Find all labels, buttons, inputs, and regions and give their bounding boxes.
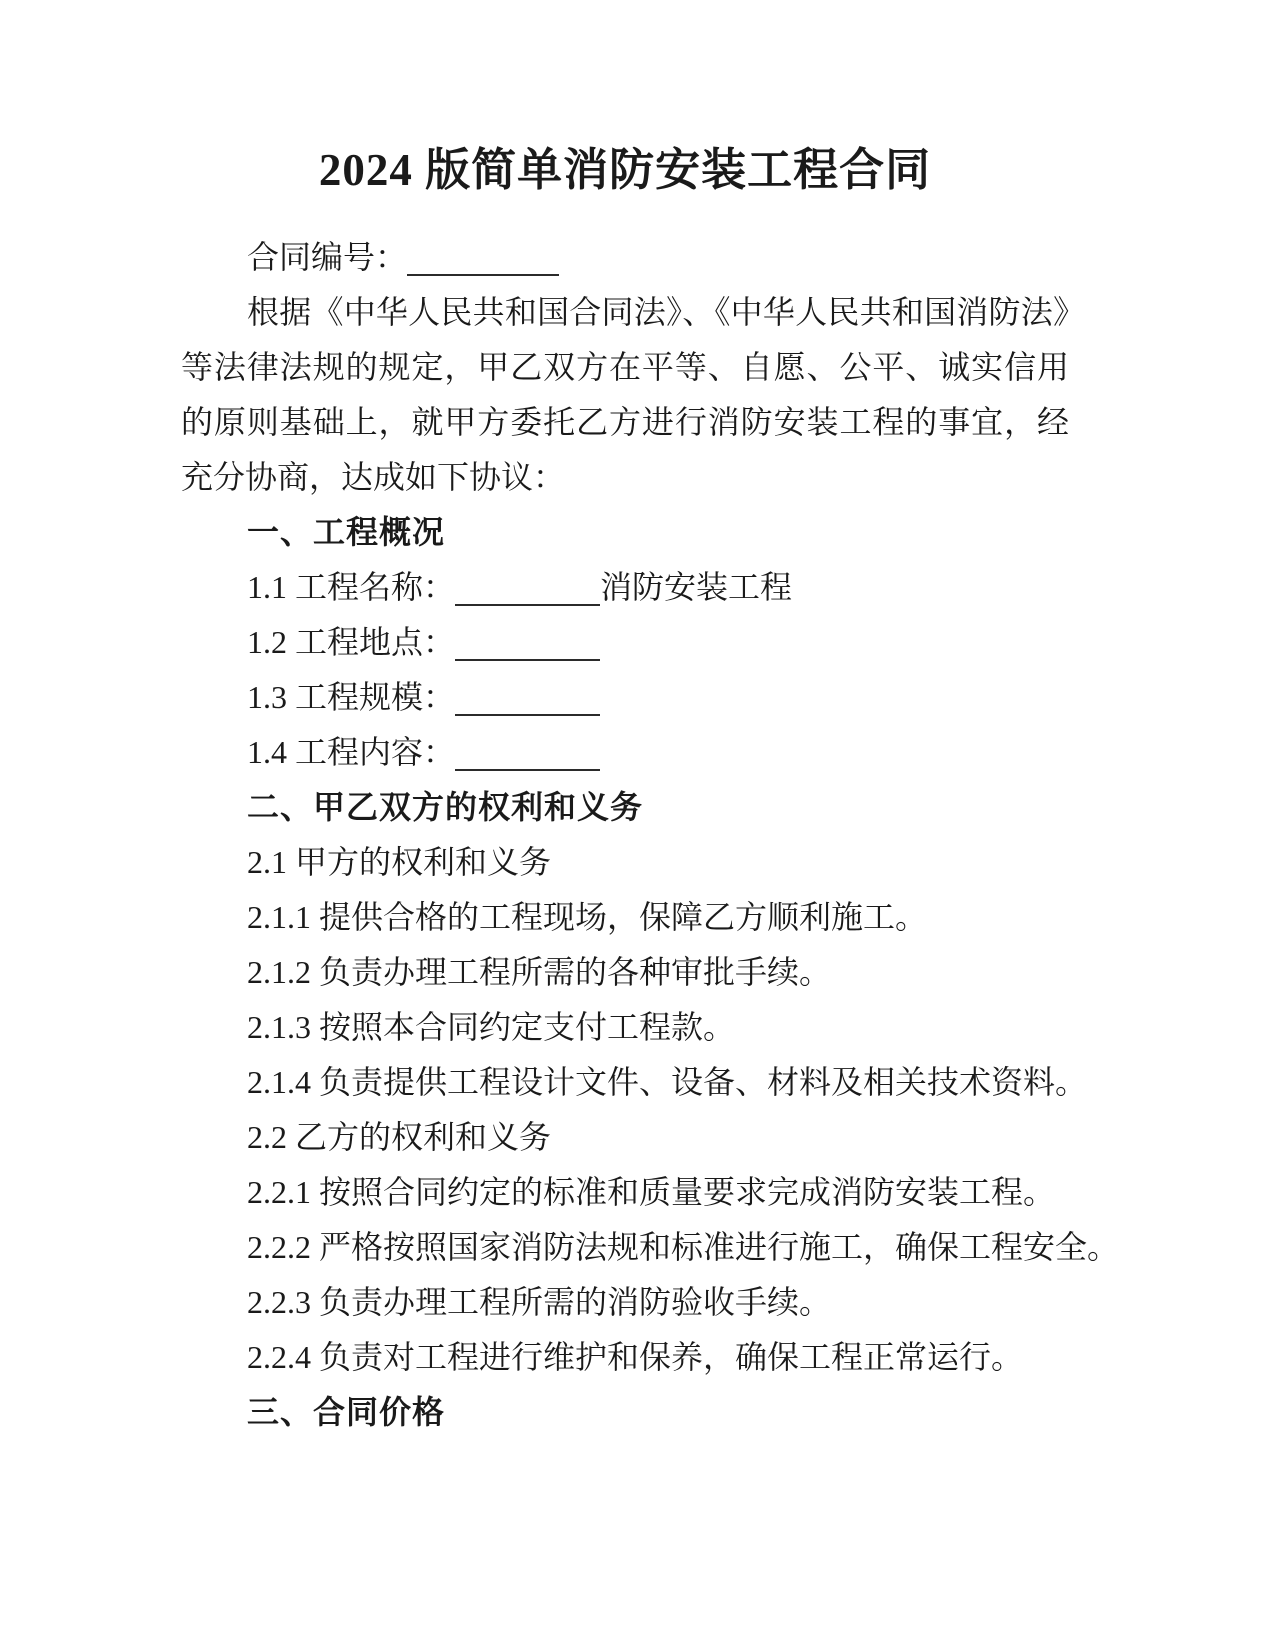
section-1-heading: 一、工程概况	[247, 514, 446, 550]
item-1-1-label: 1.1 工程名称：	[247, 569, 456, 605]
item-1-4-label: 1.4 工程内容：	[247, 734, 456, 770]
item-1-1	[181, 560, 1069, 615]
item-2-1-4: 2.1.4 负责提供工程设计文件、设备、材料及相关技术资料。	[247, 1064, 1088, 1100]
item-2-2-3: 2.2.3 负责办理工程所需的消防验收手续。	[247, 1284, 832, 1320]
item-1-3-label: 1.3 工程规模：	[247, 679, 456, 715]
item-1-3-blank-field	[455, 694, 600, 716]
contract-number-blank-field	[407, 254, 559, 276]
item-1-3	[181, 670, 1069, 725]
item-2-2-4: 2.2.4 负责对工程进行维护和保养，确保工程正常运行。	[247, 1339, 1024, 1375]
contract-number-label: 合同编号：	[247, 239, 408, 275]
item-2-2-1: 2.2.1 按照合同约定的标准和质量要求完成消防安装工程。	[247, 1174, 1056, 1210]
item-2-1-3: 2.1.3 按照本合同约定支付工程款。	[247, 1009, 736, 1045]
item-1-4-blank-field	[455, 749, 600, 771]
item-1-2	[181, 615, 1069, 670]
item-1-4	[181, 725, 1069, 780]
page-title: 2024 版简单消防安装工程合同	[318, 145, 932, 195]
item-2-2-2: 2.2.2 严格按照国家消防法规和标准进行施工，确保工程安全。	[247, 1229, 1120, 1265]
section-2-heading: 二、甲乙双方的权利和义务	[247, 789, 644, 825]
item-1-1-blank-field	[455, 584, 600, 606]
contract-number-line	[181, 230, 1069, 285]
item-1-2-blank-field	[455, 639, 600, 661]
item-1-1-suffix: 消防安装工程	[600, 569, 793, 605]
intro-paragraph: 根据《中华人民共和国合同法》、《中华人民共和国消防法》等法律法规的规定，甲乙双方在平等、自愿、公平、诚实信用的原则基础上，就甲方委托乙方进行消防安装工程的事宜，经充分协商，达成如下协议：	[181, 294, 1069, 495]
item-2-1: 2.1 甲方的权利和义务	[247, 844, 552, 880]
item-2-2: 2.2 乙方的权利和义务	[247, 1119, 552, 1155]
item-2-1-2: 2.1.2 负责办理工程所需的各种审批手续。	[247, 954, 832, 990]
section-3-heading: 三、合同价格	[247, 1394, 446, 1430]
item-1-2-label: 1.2 工程地点：	[247, 624, 456, 660]
item-2-1-1: 2.1.1 提供合格的工程现场，保障乙方顺利施工。	[247, 899, 928, 935]
